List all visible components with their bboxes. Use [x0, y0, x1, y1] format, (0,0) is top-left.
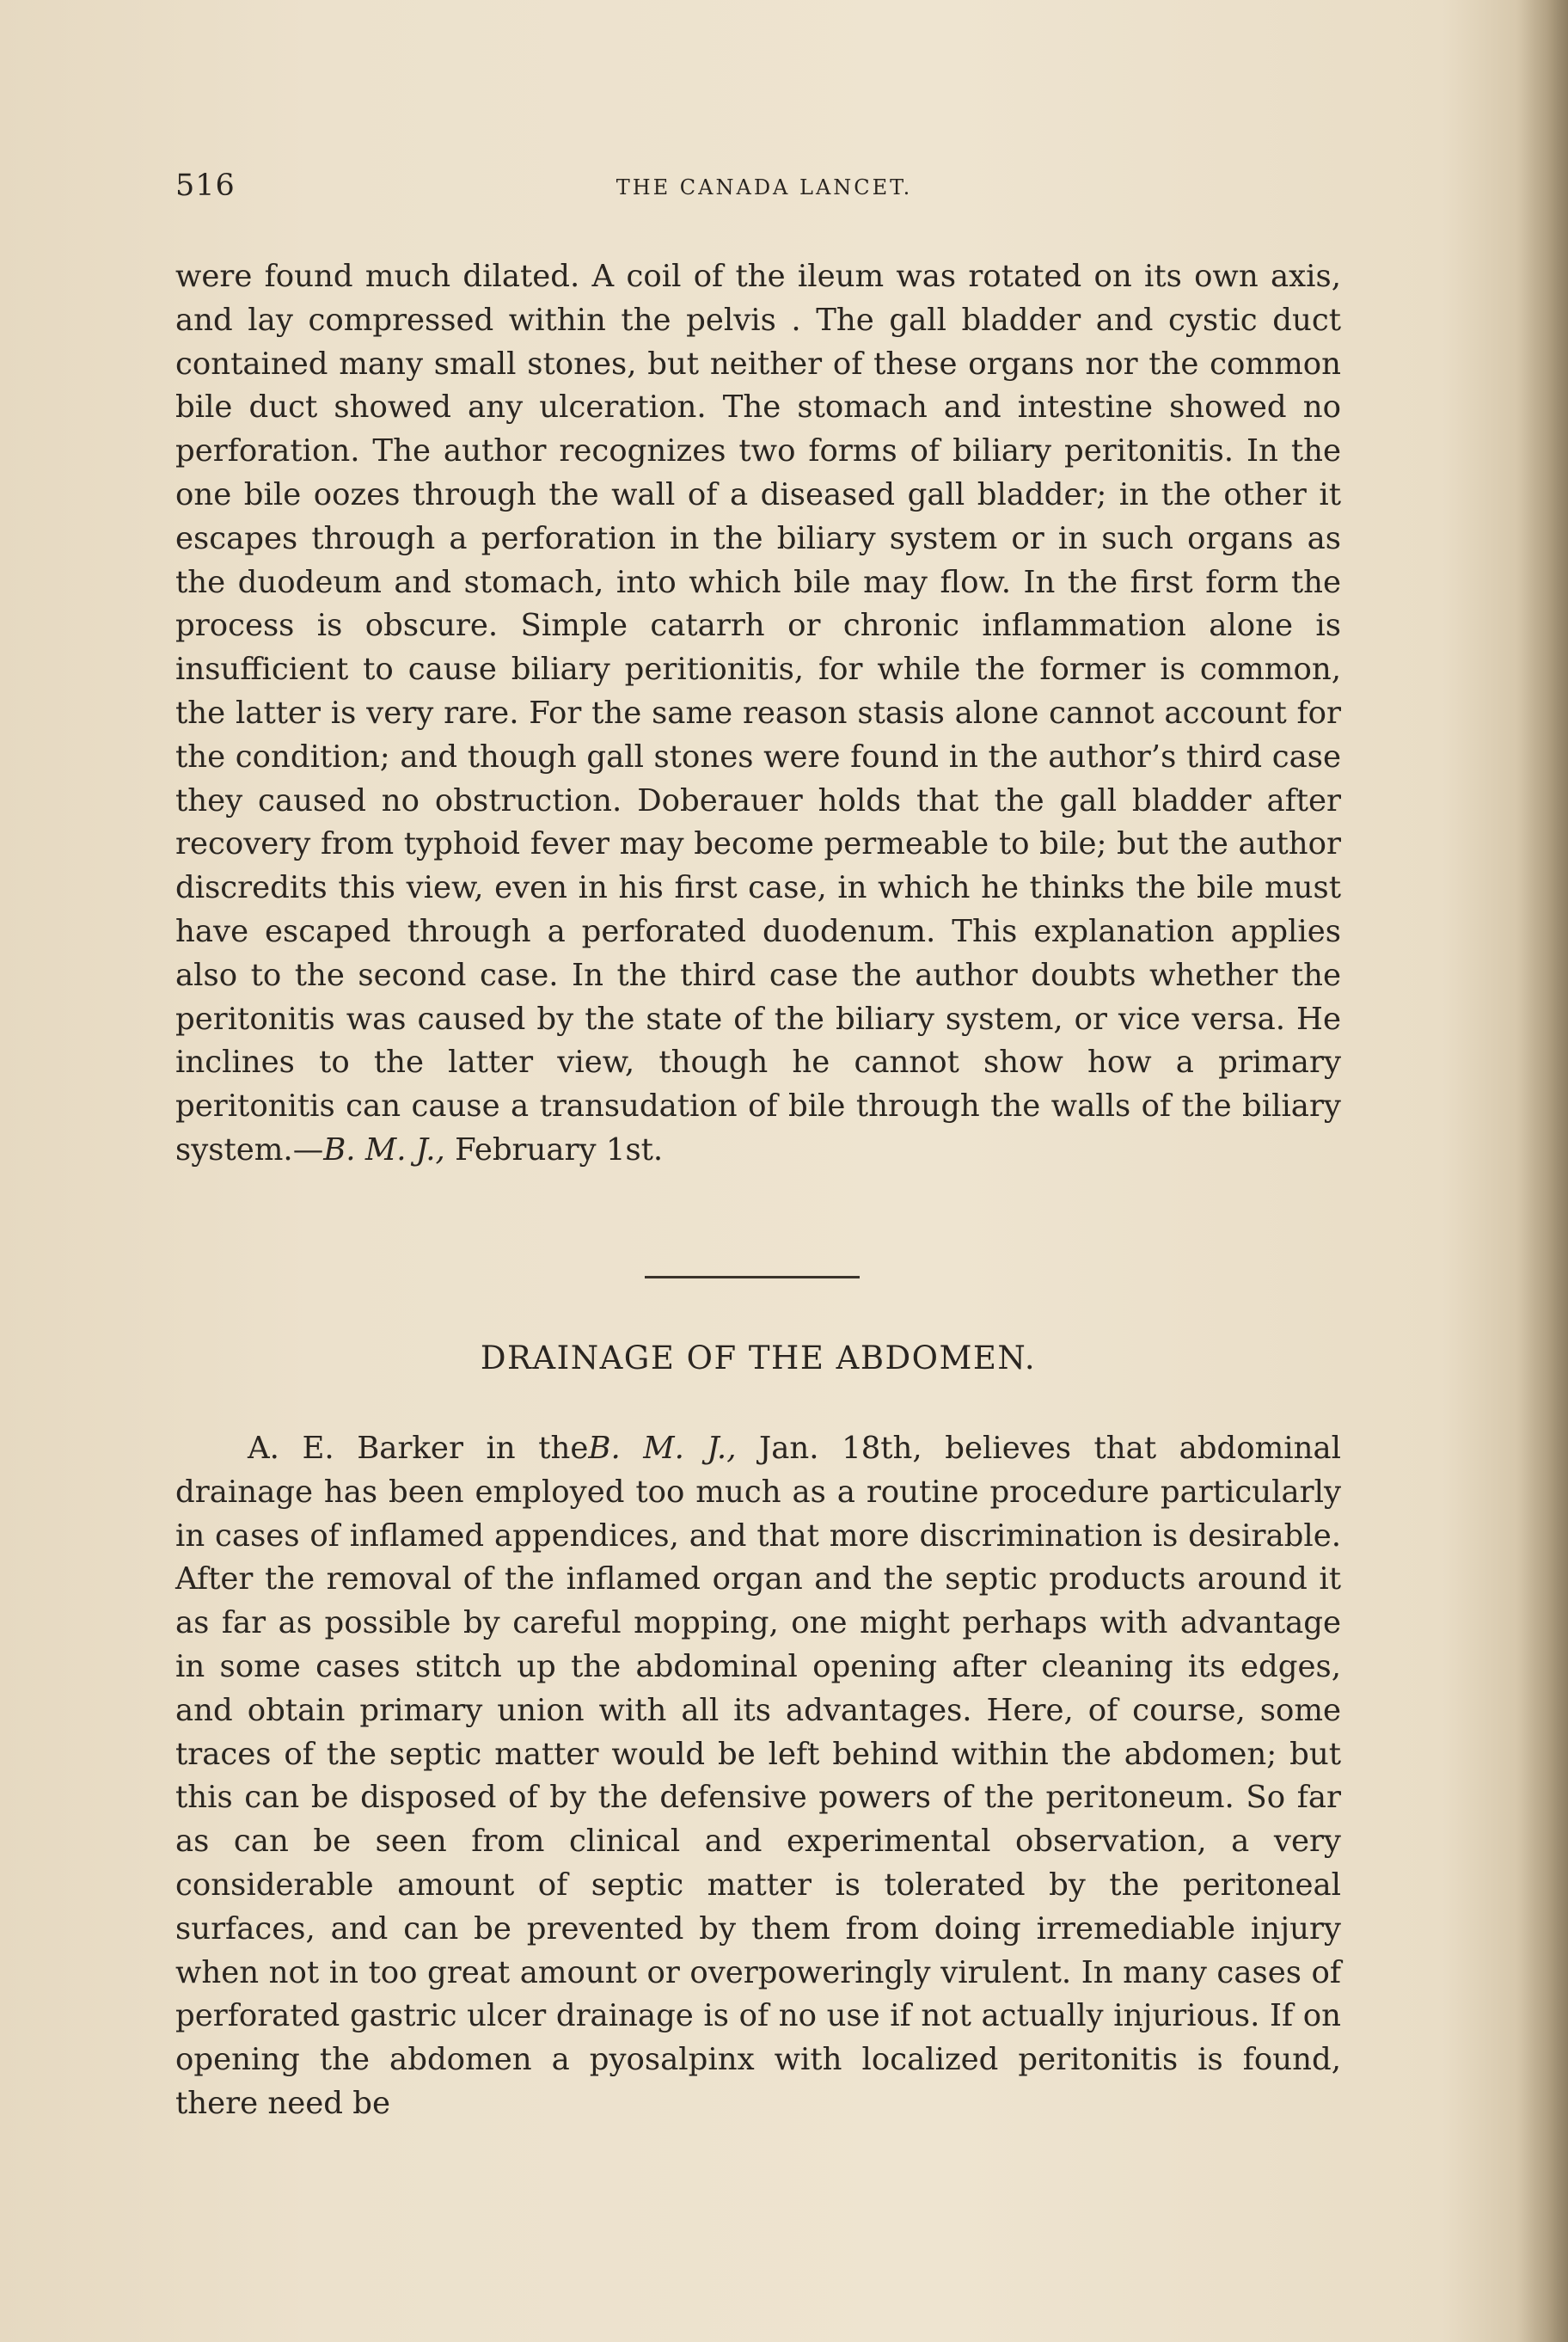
section-title: DRAINAGE OF THE ABDOMEN. — [480, 1340, 1037, 1376]
citation-journal: B. M. J., — [588, 1431, 737, 1466]
citation-date: February 1st. — [444, 1131, 664, 1168]
paragraph-text: Jan. 18th, believes that abdominal drainage has been employed too much as a routine procedure particularly in cases of inflamed appendices, and that more discrimination is desirable. After the removal of the inflamed organ and the septic products around it as far as possible by careful mopping, one might perhaps with advantage in some cases stitch up the abdominal opening after cleaning its edges, and obtain primary union with all its advantages. Here, of course, some traces of the septic matter would be left behind within the abdomen; but this can be disposed of by the defensive powers of the peritoneum. So far as can be seen from clinical and experimental observation, a very considerable amount of septic matter is tolerated by the peritoneal surfaces, and can be prevented by them from doing irremediable injury when not in too great amount or overpoweringly virulent. In many cases of perforated gastric ulcer drainage is of no use if not actually injurious. If on opening the abdomen a pyosalpinx with localized peritonitis is found, there need be — [175, 1431, 1342, 2121]
article-continued — [175, 255, 1341, 1173]
citation-journal: B. M. J., — [323, 1131, 445, 1168]
article-paragraph — [175, 255, 1341, 1173]
paragraph-lead: A. E. Barker in the — [248, 1431, 589, 1466]
paragraph-text: were found much dilated. A coil of the ileum was rotated on its own axis, and lay compressed within the pelvis . The gall bladder and cystic duct contained many small stones, but neither of these organs nor the common bile duct showed any ulceration. The stomach and intestine showed no perforation. The author recognizes two forms of biliary peritonitis. In the one bile oozes through the wall of a diseased gall bladder; in the other it escapes through a perforation in the biliary system or in such organs as the duodeum and stomach, into which bile may flow. In the first form the process is obscure. Simple catarrh or chronic inflammation alone is insufficient to cause biliary peritionitis, for while the former is common, the latter is very rare. For the same reason stasis alone cannot account for the condition; and though gall stones were found in the author’s third case they caused no obstruction. Doberauer holds that the gall bladder after recovery from typhoid fever may become permeable to bile; but the author discredits this view, even in his first case, in which he thinks the bile must have escaped through a perforated duodenum. This explanation applies also to the second case. In the third case the author doubts whether the peritonitis was caused by the state of the biliary system, or vice versa. He inclines to the latter view, though he cannot show how a primary peritonitis can cause a transudation of bile through the walls of the biliary system. — [175, 259, 1341, 1168]
page-number: 516 — [175, 169, 236, 203]
page-edge-shadow — [1516, 0, 1568, 2342]
article-paragraph — [175, 1427, 1341, 2126]
running-head: THE CANADA LANCET. — [616, 175, 913, 199]
citation-dash: — — [292, 1131, 324, 1168]
page-header — [175, 169, 1353, 220]
section-divider — [645, 1276, 860, 1278]
article-drainage — [175, 1427, 1341, 2126]
